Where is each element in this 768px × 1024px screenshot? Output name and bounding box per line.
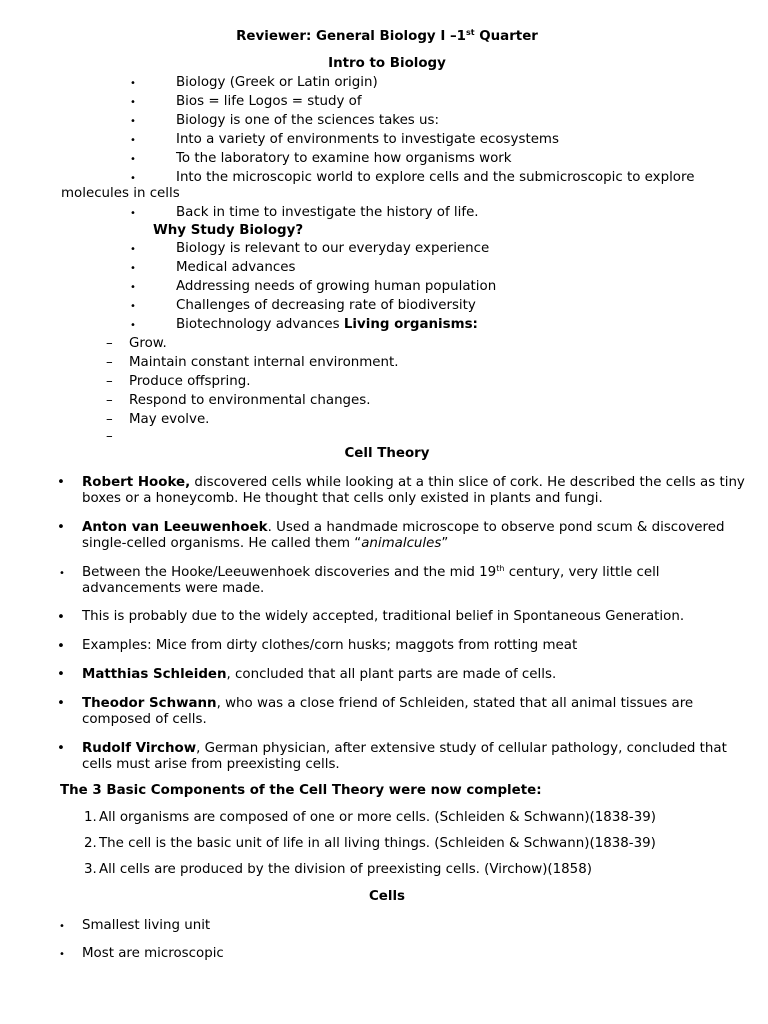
list-number: 1. [84,810,97,825]
bullet-icon: • [57,741,65,756]
list-item: Smallest living unit [82,918,211,933]
list-item: Respond to environmental changes. [129,393,371,408]
list-item: Rudolf Virchow, German physician, after extensive study of cellular pathology, concluded that cells must arise from preexisting cells. [82,741,727,772]
bullet-icon: • [130,135,136,146]
bullet-icon: • [130,78,136,89]
dash-icon: – [106,374,113,389]
dash-icon: – [106,429,113,444]
bullet-icon: • [130,244,136,255]
list-item: Produce offspring. [129,374,251,389]
living-organisms-heading: Living organisms: [343,317,478,332]
bullet-icon: • [57,520,65,535]
list-item: Biology (Greek or Latin origin) [176,75,378,90]
list-item: Addressing needs of growing human population [176,279,497,294]
bullet-icon: • [59,921,65,932]
list-item-wrap: molecules in cells [61,186,180,201]
list-item: Into a variety of environments to investigate ecosystems [176,132,559,147]
bullet-icon: • [59,568,65,579]
components-heading: The 3 Basic Components of the Cell Theory were now complete: [60,783,542,798]
bullet-icon: • [59,949,65,960]
cell-theory-heading: Cell Theory [344,446,430,461]
cells-heading: Cells [368,889,406,904]
bullet-icon: • [57,667,65,682]
list-item: The cell is the basic unit of life in all living things. (Schleiden & Schwann)(1838-39) [99,836,656,851]
list-item: Into the microscopic world to explore cells and the submicroscopic to explore [176,170,695,185]
dash-icon: – [106,412,113,427]
list-item: To the laboratory to examine how organisms work [176,151,512,166]
bullet-icon: • [130,116,136,127]
list-item: Between the Hooke/Leeuwenhoek discoveries and the mid 19th century, very little cell advancements were made. [82,564,660,596]
list-item: Grow. [129,336,167,351]
bullet-icon: • [130,208,136,219]
list-item: Anton van Leeuwenhoek. Used a handmade microscope to observe pond scum & discovered single-celled organisms. He called them “animalcules” [82,520,725,551]
intro-heading: Intro to Biology [328,56,446,71]
list-item: Robert Hooke, discovered cells while looking at a thin slice of cork. He described the cells as tiny boxes or a honeycomb. He thought that cells only existed in plants and fungi. [82,475,745,506]
bullet-icon: • [130,263,136,274]
list-item: Medical advances [176,260,296,275]
list-item: Theodor Schwann, who was a close friend of Schleiden, stated that all animal tissues are composed of cells. [82,696,694,727]
list-item: Most are microscopic [82,946,224,961]
bullet-icon: • [130,154,136,165]
list-item: Biology is one of the sciences takes us: [176,113,440,128]
why-heading: Why Study Biology? [153,223,304,238]
bullet-icon: • [57,610,65,625]
list-item: Challenges of decreasing rate of biodiversity [176,298,476,313]
list-number: 2. [84,836,97,851]
dash-icon: – [106,355,113,370]
bullet-icon: • [130,282,136,293]
bullet-icon: • [130,173,136,184]
list-item: This is probably due to the widely accepted, traditional belief in Spontaneous Generation. [82,609,685,624]
list-item: Back in time to investigate the history of life. [176,205,479,220]
list-item: May evolve. [129,412,210,427]
list-item: Matthias Schleiden, concluded that all plant parts are made of cells. [82,667,557,682]
list-item: Biotechnology advances Living organisms: [176,317,478,332]
bullet-icon: • [130,301,136,312]
bullet-icon: • [57,639,65,654]
bullet-icon: • [57,475,65,490]
list-item: Biology is relevant to our everyday experience [176,241,490,256]
list-item: Maintain constant internal environment. [129,355,399,370]
list-item: Examples: Mice from dirty clothes/corn husks; maggots from rotting meat [82,638,578,653]
bullet-icon: • [130,320,136,331]
dash-icon: – [106,393,113,408]
document-title: Reviewer: General Biology I –1st Quarter [236,28,538,44]
bullet-icon: • [130,97,136,108]
dash-icon: – [106,336,113,351]
list-item: All organisms are composed of one or more cells. (Schleiden & Schwann)(1838-39) [99,810,656,825]
list-number: 3. [84,862,97,877]
bullet-icon: • [57,696,65,711]
list-item: All cells are produced by the division of preexisting cells. (Virchow)(1858) [99,862,592,877]
list-item: Bios = life Logos = study of [176,94,362,109]
